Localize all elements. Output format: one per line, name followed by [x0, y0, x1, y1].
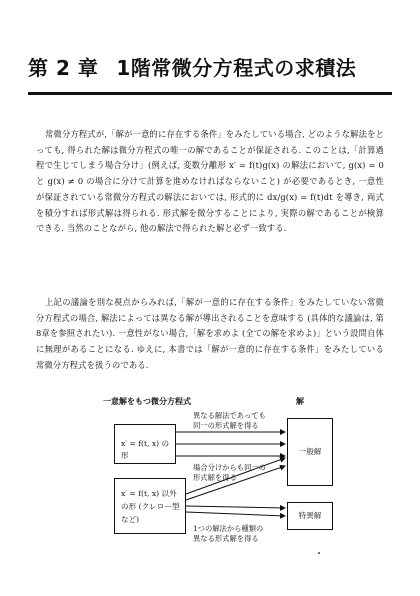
note-bottom-1: 1つの解法から種類の — [193, 524, 264, 533]
box-other-line-2: の形 (クレロー型 — [121, 502, 180, 511]
box-singular-label: 特異解 — [298, 511, 322, 520]
note-middle-1: 場合分けからも同一の — [193, 463, 266, 472]
box-normal-form — [114, 424, 176, 464]
box-general-label: 一般解 — [298, 447, 322, 456]
diagram-right-header: 解 — [296, 397, 304, 406]
note-top-2: 同一の形式解を得る — [193, 421, 259, 430]
arrow-other-singular-1 — [186, 506, 285, 508]
chapter-name: 1階常微分方程式の求積法 — [116, 56, 357, 80]
box-other-line-3: など) — [121, 515, 140, 524]
chapter-number: 第 2 章 — [28, 56, 99, 80]
box-other-form — [114, 478, 186, 534]
box-normal-form-label: x′ = f(t, x) の形 — [121, 439, 170, 460]
note-top-1: 異なる解法であっても — [193, 411, 266, 420]
box-general-solution — [287, 418, 333, 486]
note-bottom-2: 異なる形式解を得る — [193, 534, 259, 543]
stray-dot — [318, 552, 320, 554]
arrow-other-singular-2 — [186, 512, 285, 516]
note-middle-2: 形式解を得る — [193, 473, 237, 482]
box-other-line-1: x′ = f(t, x) 以外 — [121, 489, 177, 498]
box-singular-solution — [287, 502, 333, 530]
paragraph-1: 常微分方程式が,「解が一意的に存在する条件」をみたしている場合, どのような解法をとっても, 得られた解は微分方程式の唯一の解であることが保証される. このことは,「計算過程で生じてしまう場合分け」(例えば, 変数分離形 x′ = f(t)g(x) の解法において, g(x) = 0 と g(x) ≠ 0 の場合に分けて計算を進めなければならないこと) が必要であるとき, 一意性が保証されている常微分方程式の解法においては, 形式的に dx/g(x) = f(t)dt を導き, 両式を積分すれば形式解は得られる. 形式解を微分することにより, 実際の解であることが検算できる. 当然のことながら, 他の解法で得られた解と必ず一致する. — [36, 129, 384, 234]
diagram-left-header: 一意解をもつ微分方程式 — [103, 397, 191, 406]
paragraph-2: 上記の議論を別な視点からみれば,「解が一意的に存在する条件」をみたしていない常微分方程式の場合, 解法によっては異なる解が導出されることを意味する (具体的な議論は, 第8章を参照されたい). 一意性がない場合,「解を求めよ (全ての解を求めよ)」という設問自体に無理があることになる. ゆえに, 本書では「解が一意的に存在する条件」をみたしている常微分方程式を扱うのである. — [36, 297, 384, 370]
